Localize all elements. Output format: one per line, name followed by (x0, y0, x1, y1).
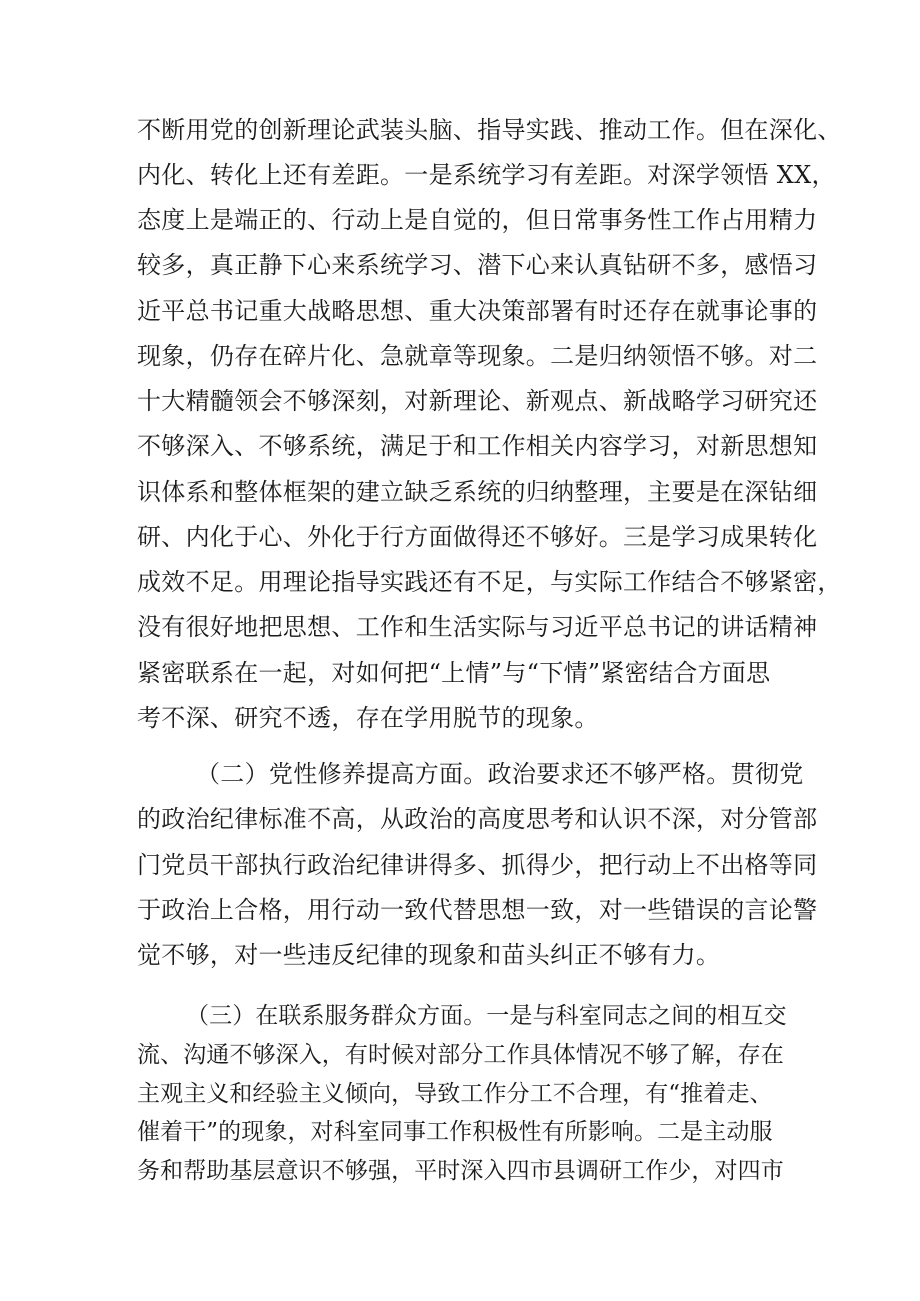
text-line: 于政治上合格，用行动一致代替思想一致，对一些错误的言论警 (137, 896, 818, 924)
text-line: 觉不够，对一些违反纪律的现象和苗头纠正不够有力。 (137, 941, 721, 969)
text-line: 内化、转化上还有差距。一是系统学习有差距。对深学领悟 XX， (137, 161, 836, 189)
text-line: 考不深、研究不透，存在学用脱节的现象。 (137, 704, 599, 732)
text-line: 态度上是端正的、行动上是自觉的，但日常事务性工作占用精力 (137, 206, 818, 234)
text-line: 十大精髓领会不够深刻，对新理论、新观点、新战略学习研究还 (137, 387, 818, 415)
text-line: 务和帮助基层意识不够强，平时深入四市县调研工作少，对四市 (137, 1158, 784, 1184)
text-line: 紧密联系在一起，对如何把“上情”与“下情”紧密结合方面思 (137, 659, 771, 687)
text-line: 近平总书记重大战略思想、重大决策部署有时还存在就事论事的 (137, 297, 818, 325)
text-line: 现象，仍存在碎片化、急就章等现象。二是归纳领悟不够。对二 (137, 342, 818, 370)
text-line: 流、沟通不够深入，有时候对部分工作具体情况不够了解，存在 (137, 1042, 784, 1068)
text-line: 不断用党的创新理论武装头脑、指导实践、推动工作。但在深化、 (137, 116, 842, 144)
text-line: 没有很好地把思想、工作和生活实际与习近平总书记的讲话精神 (137, 613, 818, 641)
text-line: 催着干”的现象，对科室同事工作积极性有所影响。二是主动服 (137, 1119, 773, 1145)
text-line: 门党员干部执行政治纪律讲得多、抓得少，把行动上不出格等同 (137, 851, 818, 879)
text-line: 较多，真正静下心来系统学习、潜下心来认真钻研不多，感悟习 (137, 251, 818, 279)
text-line: 识体系和整体框架的建立缺乏系统的归纳整理，主要是在深钻细 (137, 478, 818, 506)
section-heading-line: （二）党性修养提高方面。政治要求还不够严格。贯彻党 (196, 760, 804, 788)
text-line: 主观主义和经验主义倾向，导致工作分工不合理，有“推着走、 (137, 1081, 773, 1107)
text-line: 成效不足。用理论指导实践还有不足，与实际工作结合不够紧密， (137, 568, 842, 596)
section-heading-line: （三）在联系服务群众方面。一是与科室同志之间的相互交 (186, 1003, 787, 1029)
text-line: 研、内化于心、外化于行方面做得还不够好。三是学习成果转化 (137, 523, 818, 551)
text-line: 的政治纪律标准不高，从政治的高度思考和认识不深，对分管部 (137, 805, 818, 833)
text-line: 不够深入、不够系统，满足于和工作相关内容学习，对新思想知 (137, 432, 818, 460)
